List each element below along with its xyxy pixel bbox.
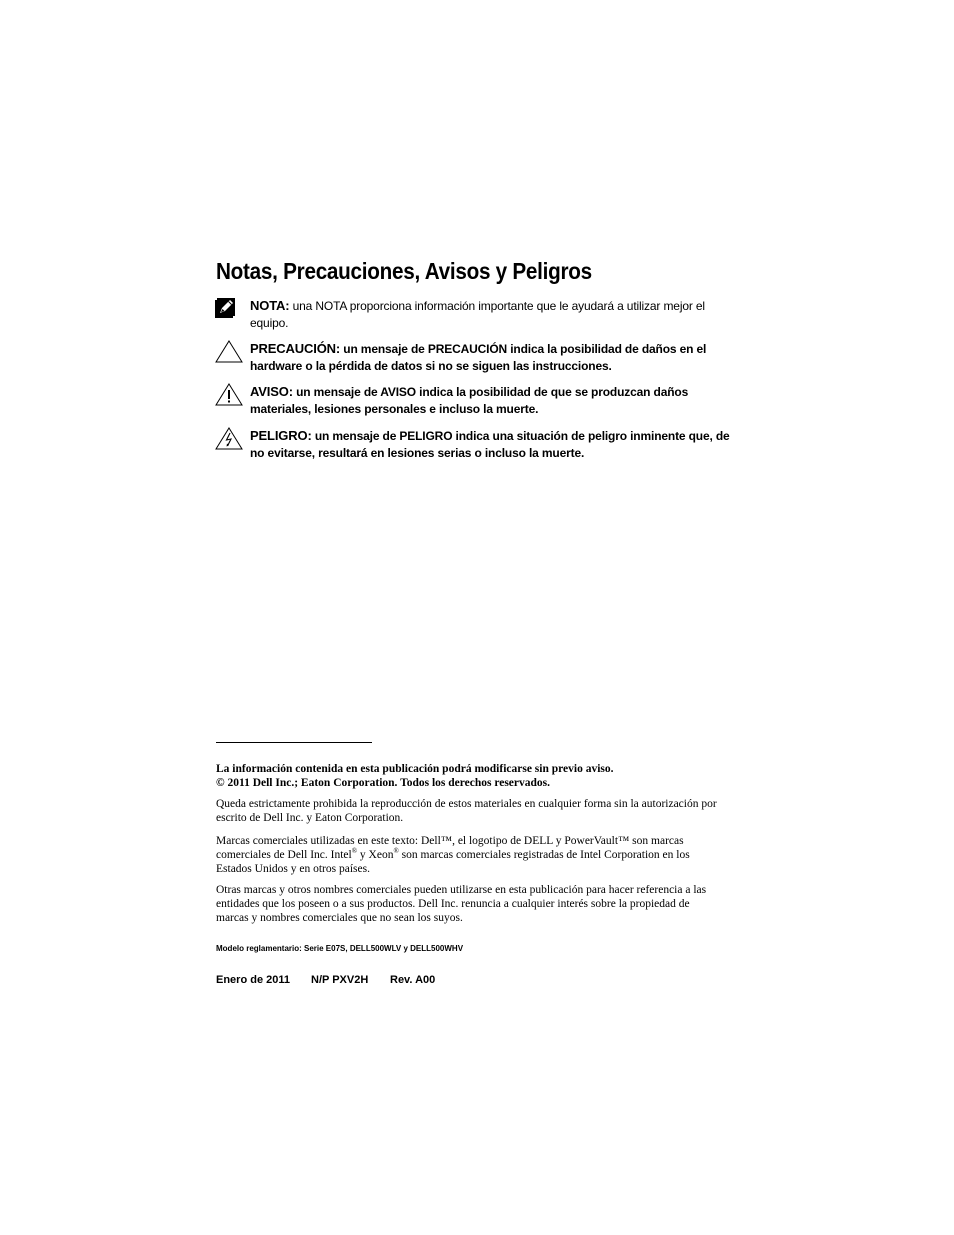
caution-triangle-icon — [214, 340, 244, 364]
trademarks-paragraph — [216, 834, 721, 876]
caution-text — [250, 340, 730, 375]
copyright-line: © 2011 Dell Inc.; Eaton Corporation. Todos los derechos reservados. — [216, 777, 551, 789]
warning-exclamation-icon — [214, 383, 244, 407]
other-marks-paragraph: Otras marcas y otros nombres comerciales pueden utilizarse en esta publicación para hacer referencia a las entidades que los poseen o a sus productos. Dell Inc. renuncia a cualquier interés sobre la propiedad de marcas y nombres comerciales que no sean los suyos. — [216, 884, 707, 924]
footer-date: Enero de 2011 — [216, 974, 290, 986]
danger-text — [250, 427, 730, 462]
warning-label: AVISO: — [250, 384, 293, 399]
note-body: una NOTA proporciona información importante que le ayudará a utilizar mejor el equipo. — [250, 299, 705, 330]
registered-mark: ® — [351, 847, 358, 856]
danger-lightning-icon — [214, 427, 244, 451]
registered-mark: ® — [393, 847, 399, 856]
danger-body: un mensaje de PELIGRO indica una situación de peligro inminente que, de no evitarse, resultará en lesiones serias o incluso la muerte. — [250, 429, 730, 460]
legal-notice-line: La información contenida en esta publicación podrá modificarse sin previo aviso. — [216, 763, 614, 775]
caution-label: PRECAUCIÓN: — [250, 341, 341, 356]
caution-body: un mensaje de PRECAUCIÓN indica la posibilidad de daños en el hardware o la pérdida de datos si no se siguen las instrucciones. — [250, 342, 707, 373]
regulatory-model: Modelo reglamentario: Serie E07S, DELL500WLV y DELL500WHV — [216, 944, 464, 953]
legal-notice — [216, 762, 721, 790]
danger-label: PELIGRO: — [250, 428, 312, 443]
note-text — [250, 297, 730, 332]
warning-body: un mensaje de AVISO indica la posibilidad de que se produzcan daños materiales, lesiones personales e incluso la muerte. — [250, 385, 689, 416]
trademarks-text-2: y Xeon — [357, 849, 394, 861]
footer-revision: Rev. A00 — [390, 974, 436, 986]
note-label: NOTA: — [250, 298, 290, 313]
reproduction-paragraph: Queda estrictamente prohibida la reproducción de estos materiales en cualquier forma sin la autorización por escrito de Dell Inc. y Eaton Corporation. — [216, 798, 717, 824]
trademarks-text-3: son marcas comerciales registradas de Intel Corporation en los Estados Unidos y en otros países. — [216, 849, 690, 875]
page-title: Notas, Precauciones, Avisos y Peligros — [216, 258, 592, 284]
warning-text — [250, 383, 730, 418]
note-pencil-icon — [214, 297, 244, 321]
footnote-divider — [216, 742, 372, 743]
trademarks-text-1: Marcas comerciales utilizadas en este texto: Dell™, el logotipo de DELL y PowerVault™ son marcas comerciales de Dell Inc. Intel — [216, 835, 684, 861]
footer-part-number: N/P PXV2H — [311, 974, 369, 986]
